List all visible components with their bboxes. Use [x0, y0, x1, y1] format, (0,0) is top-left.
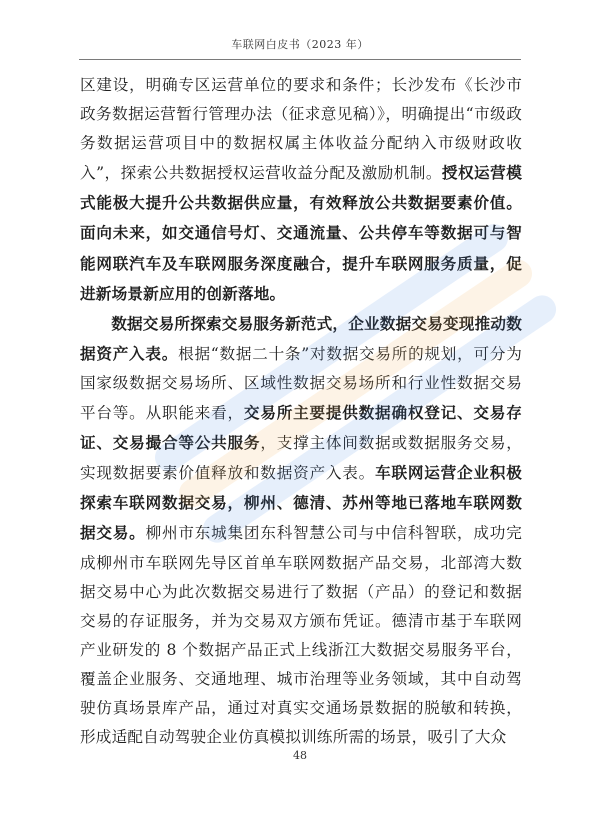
- paragraph-2-text-3: 柳州市东城集团东科智慧公司与中信科智联，成功完成柳州市车联网先导区首单车联网数据产品交易，北部湾大数据交易中心为此次数据交易进行了数据（产品）的登记和数据交易的存证服务，并为交易双方颁布凭证。德清市基于车联网产业研发的 8 个数据产品正式上线浙江大数据交易服务平台，覆盖企业服务、交通地理、城市治理等业务领域，其中自动驾驶仿真场景库产品，通过对真实交通场景数据的脱敏和转换，形成适配自动驾驶企业仿真模拟训练所需的场景，吸引了大众: [80, 524, 522, 747]
- paragraph-2-emphasis-3: 车联网运营企业积极探索车联网数据交易，柳州、德清、苏州等地已落地车联网数据交易。: [80, 463, 522, 543]
- paragraph-2-emphasis-1: 数据交易所探索交易服务新范式，企业数据交易变现推动数据资产入表。: [80, 313, 522, 363]
- header-divider: [79, 59, 521, 60]
- paragraph-1-emphasis-1: 授权运营模式能极大提升公共数据供应量，有效释放公共数据要素价值。面向未来，如交通信号灯、交通流量、公共停车等数据可与智能网联汽车及车联网服务深度融合，提升车联网服务质量，促进新场景新应用的创新落地。: [80, 163, 522, 303]
- paragraph-1-text-1: 区建设，明确专区运营单位的要求和条件；长沙发布《长沙市政务数据运营暂行管理办法（征求意见稿）》，明确提出“市级政务数据运营项目中的数据权属主体收益分配纳入市级财政收入”，探索公共数据授权运营收益分配及激励机制。: [80, 76, 522, 183]
- page-number: 48: [293, 749, 307, 762]
- page-body: [80, 71, 522, 752]
- paragraph-2: [80, 309, 522, 752]
- paragraph-2-text-1: 根据“数据二十条”对数据交易所的规划，可分为国家级数据交易场所、区域性数据交易场所和行业性数据交易平台等。从职能来看，: [80, 344, 522, 423]
- paragraph-1: [80, 71, 522, 309]
- paragraph-2-emphasis-2: 交易所主要提供数据确权登记、交易存证、交易撮合等公共服务: [80, 403, 522, 453]
- running-header: 车联网白皮书（2023 年）: [231, 38, 369, 51]
- paragraph-2-text-2: ，支撑主体间数据或数据服务交易，实现数据要素价值释放和数据资产入表。: [80, 434, 523, 483]
